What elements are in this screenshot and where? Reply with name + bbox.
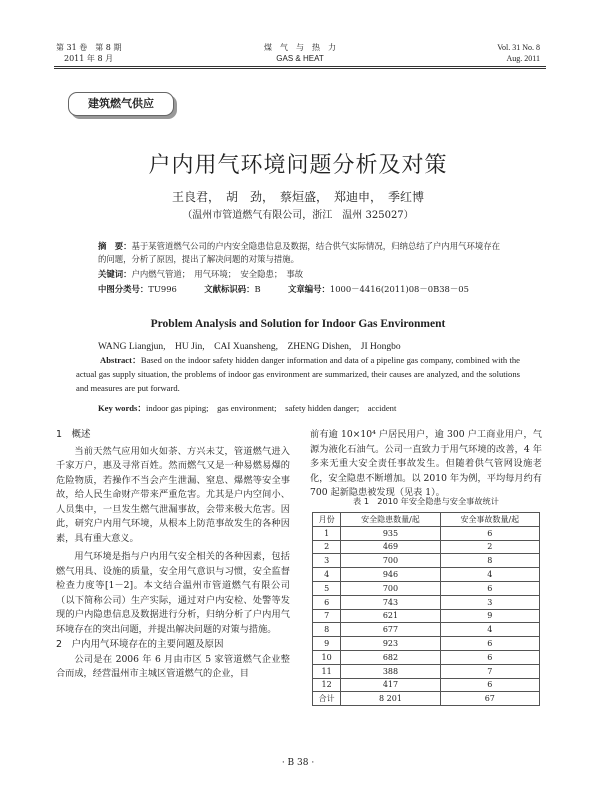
table-cell-month: 2 [313, 540, 341, 554]
volume-issue-en: Vol. 31 No. 8 [497, 43, 540, 52]
keywords-en-text: indoor gas piping; gas environment; safety hidden danger; accident [145, 403, 397, 413]
table-cell-month: 3 [313, 554, 341, 568]
table-total-hazards: 8 201 [341, 692, 440, 706]
table-cell-month: 5 [313, 581, 341, 595]
keywords-en [98, 402, 518, 415]
table-row [313, 623, 540, 637]
abstract-cn-label: 摘 要： [98, 241, 132, 251]
table-cell-accidents: 8 [440, 554, 539, 568]
article-id-label: 文章编号： [287, 284, 330, 294]
table-cell-accidents: 6 [440, 637, 539, 651]
table-cell-hazards: 621 [341, 609, 440, 623]
table-row [313, 568, 540, 582]
section-tag: 建筑燃气供应 [68, 92, 174, 116]
authors-en: WANG Liangjun, HU Jin, CAI Xuansheng, ZHENG Dishen, JI Hongbo [98, 342, 401, 352]
table-cell-month: 12 [313, 678, 341, 692]
paragraph-overview-2: 用气环境是指与户内用气安全相关的各种因素，包括燃气用具、设施的质量，安全用气意识与习惯，安全监督检查力度等[1－2]。本文结合温州市管道燃气有限公司（以下简称公司）生产实际，通过对户内安检、处警等发现的户内隐患信息及数据进行分析，归纳分析了户内用气环境存在的突出问题，并提出解决问题的对策与措施。 [56, 551, 290, 635]
table-cell-hazards: 388 [341, 664, 440, 678]
table-total-label: 合计 [313, 692, 341, 706]
header-rule-top [54, 66, 546, 67]
abstract-en-text: Based on the indoor safety hidden danger information and data of a pipeline gas company, combined with the actual gas supply situation, the problems of indoor gas environment are summarized, their causes are analyzed, and the solutions and measures are put forward. [76, 355, 520, 393]
paragraph-overview-1: 当前天然气应用如火如荼、方兴未艾，管道燃气进入千家万户，惠及寻常百姓。然而燃气又是一种易燃易爆的危险物质，若操作不当会产生泄漏、窒息、爆燃等安全事故，给人民生命财产带来严重危害。尤其是户内空间小、人员集中，一旦发生燃气泄漏事故，会带来极大危害。因此，研究户内用气环境，从根本上防范事故发生的各种因素，具有重大意义。 [56, 445, 290, 544]
table-row [313, 554, 540, 568]
date-cn: 2011 年 8 月 [64, 54, 114, 63]
article-title-cn: 户内用气环境问题分析及对策 [148, 153, 448, 178]
table-cell-month: 7 [313, 609, 341, 623]
table-cell-accidents: 6 [440, 526, 539, 540]
table-cell-month: 4 [313, 568, 341, 582]
table-row [313, 526, 540, 540]
date-en: Aug. 2011 [506, 54, 540, 63]
table-cell-hazards: 743 [341, 595, 440, 609]
heading-overview: 1 概述 [56, 429, 91, 440]
table-row [313, 678, 540, 692]
clc-label: 中图分类号： [98, 284, 149, 294]
left-column [56, 428, 290, 682]
table-cell-accidents: 4 [440, 568, 539, 582]
abstract-cn [98, 240, 500, 266]
keywords-cn-label: 关键词： [98, 269, 132, 279]
table-row [313, 650, 540, 664]
table-row [313, 540, 540, 554]
page-number: · B 38 · [281, 758, 315, 768]
table-cell-accidents: 6 [440, 650, 539, 664]
table-cell-hazards: 700 [341, 581, 440, 595]
table-cell-month: 11 [313, 664, 341, 678]
table-cell-month: 6 [313, 595, 341, 609]
table-cell-accidents: 4 [440, 623, 539, 637]
abstract-cn-text: 基于某管道燃气公司的户内安全隐患信息及数据，结合供气实际情况，归纳总结了户内用气环境存在的问题，分析了原因，提出了解决问题的对策与措施。 [98, 241, 500, 264]
journal-name-cn: 煤 气 与 热 力 [264, 43, 336, 52]
table-header-hazards: 安全隐患数量/起 [341, 513, 440, 527]
keywords-cn [98, 268, 500, 281]
table-header-row [313, 513, 540, 527]
keywords-en-label: Key words： [98, 403, 146, 413]
paragraph-hazard-intro: 前有逾 10×10⁴ 户居民用户，逾 300 户工商业用户，气源为液化石油气。公司一直致力于用气环境的改善，4 年多来无重大安全责任事故发生。但随着供气管网设施老化，安全隐患不断增加。以 2010 年为例，平均每月约有 700 起新隐患被发现（见表 1）。 [310, 429, 542, 498]
table-cell-month: 8 [313, 623, 341, 637]
abstract-en-label: Abstract： [100, 355, 141, 365]
table-cell-hazards: 469 [341, 540, 440, 554]
table-cell-month: 10 [313, 650, 341, 664]
table-cell-accidents: 7 [440, 664, 539, 678]
table-cell-month: 9 [313, 637, 341, 651]
abstract-en [76, 353, 520, 395]
table-row [313, 637, 540, 651]
table-cell-hazards: 923 [341, 637, 440, 651]
table-row [313, 664, 540, 678]
heading-main-problems: 2 户内用气环境存在的主要问题及原因 [56, 639, 224, 650]
table-cell-hazards: 682 [341, 650, 440, 664]
table-cell-accidents: 3 [440, 595, 539, 609]
classification-line [98, 283, 528, 296]
doc-code-label: 文献标识码： [204, 284, 255, 294]
table-header-accidents: 安全事故数量/起 [440, 513, 539, 527]
article-title-en: Problem Analysis and Solution for Indoor Gas Environment [150, 318, 446, 330]
table-row [313, 581, 540, 595]
table-row [313, 595, 540, 609]
table-header-month: 月份 [313, 513, 341, 527]
table-total-row [313, 692, 540, 706]
volume-issue-cn: 第 31 卷 第 8 期 [56, 43, 122, 52]
table-cell-hazards: 700 [341, 554, 440, 568]
doc-code-value: B [254, 284, 261, 294]
clc-value: TU996 [148, 284, 177, 294]
right-column [310, 428, 542, 501]
table-caption: 表 1 2010 年安全隐患与安全事故统计 [353, 496, 499, 506]
table-row [313, 609, 540, 623]
authors-cn: 王良君， 胡 劲， 蔡烜盛， 郑迪申， 季红博 [171, 190, 424, 204]
table-cell-hazards: 935 [341, 526, 440, 540]
header-rule-bottom [54, 68, 546, 69]
hazard-accident-table [312, 512, 540, 706]
journal-name-en: GAS & HEAT [276, 54, 324, 63]
table-cell-hazards: 677 [341, 623, 440, 637]
table-cell-month: 1 [313, 526, 341, 540]
keywords-cn-text: 户内燃气管道； 用气环境； 安全隐患； 事故 [131, 269, 304, 279]
article-id-value: 1000－4416(2011)08－0B38－05 [329, 284, 469, 294]
table-cell-accidents: 6 [440, 581, 539, 595]
paragraph-company: 公司是在 2006 年 6 月由市区 5 家管道燃气企业整合而成，经营温州市主城区管道燃气的企业，目 [56, 653, 290, 679]
table-cell-hazards: 946 [341, 568, 440, 582]
table-cell-accidents: 2 [440, 540, 539, 554]
affiliation-cn: （温州市管道燃气有限公司，浙江 温州 325027） [182, 210, 414, 221]
table-cell-accidents: 6 [440, 678, 539, 692]
table-cell-hazards: 417 [341, 678, 440, 692]
table-total-accidents: 67 [440, 692, 539, 706]
table-cell-accidents: 9 [440, 609, 539, 623]
